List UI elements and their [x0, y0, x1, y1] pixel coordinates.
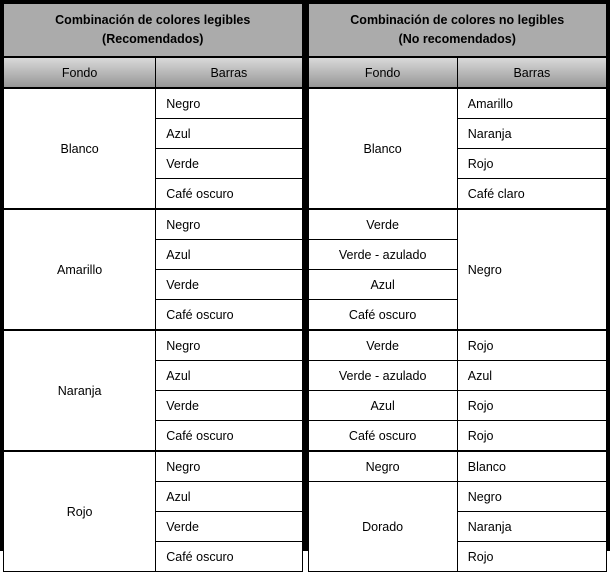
legible-title	[4, 4, 303, 58]
legible-table	[3, 3, 303, 572]
barras-cell: Negro	[156, 451, 302, 482]
table-row	[308, 482, 607, 512]
table-header-row	[308, 4, 607, 58]
barras-cell: Rojo	[457, 149, 606, 179]
column-header-fondo: Fondo	[4, 57, 156, 88]
barras-cell: Verde	[156, 391, 302, 421]
barras-cell: Amarillo	[457, 88, 606, 119]
table-row	[4, 330, 303, 361]
barras-cell: Blanco	[457, 451, 606, 482]
fondo-cell: Azul	[308, 391, 457, 421]
barras-cell: Rojo	[457, 391, 606, 421]
column-header-row	[308, 57, 607, 88]
column-header-barras: Barras	[457, 57, 606, 88]
barras-cell: Azul	[457, 361, 606, 391]
barras-cell: Verde	[156, 512, 302, 542]
barras-cell: Negro	[156, 330, 302, 361]
barras-cell: Verde	[156, 270, 302, 300]
no-legible-title	[308, 4, 607, 58]
barras-cell: Rojo	[457, 421, 606, 452]
fondo-cell: Café oscuro	[308, 300, 457, 331]
fondo-cell: Negro	[308, 451, 457, 482]
barras-cell: Naranja	[457, 119, 606, 149]
barras-cell: Negro	[457, 482, 606, 512]
legible-title-line2: (Recomendados)	[102, 32, 204, 46]
table-row	[308, 88, 607, 119]
table-row	[308, 361, 607, 391]
fondo-cell: Blanco	[308, 88, 457, 209]
table-row	[308, 391, 607, 421]
fondo-cell: Azul	[308, 270, 457, 300]
barras-cell: Rojo	[457, 542, 606, 572]
table-row	[308, 451, 607, 482]
barras-cell: Azul	[156, 361, 302, 391]
barras-cell: Café oscuro	[156, 300, 302, 331]
fondo-cell: Blanco	[4, 88, 156, 209]
fondo-cell: Verde	[308, 330, 457, 361]
fondo-cell: Café oscuro	[308, 421, 457, 452]
fondo-cell: Dorado	[308, 482, 457, 572]
column-header-row	[4, 57, 303, 88]
column-header-fondo: Fondo	[308, 57, 457, 88]
barras-cell: Azul	[156, 482, 302, 512]
fondo-cell: Verde	[308, 209, 457, 240]
barras-cell: Verde	[156, 149, 302, 179]
barras-cell: Café oscuro	[156, 179, 302, 210]
legible-title-line1: Combinación de colores legibles	[55, 13, 251, 28]
fondo-cell: Verde - azulado	[308, 240, 457, 270]
barras-cell: Azul	[156, 119, 302, 149]
table-row	[308, 209, 607, 240]
table-header-row	[4, 4, 303, 58]
barras-cell: Negro	[156, 88, 302, 119]
table-row	[4, 209, 303, 240]
barras-cell: Café oscuro	[156, 421, 302, 452]
fondo-cell: Naranja	[4, 330, 156, 451]
fondo-cell: Rojo	[4, 451, 156, 572]
barras-cell: Negro	[457, 209, 606, 330]
barras-cell: Naranja	[457, 512, 606, 542]
barras-cell: Azul	[156, 240, 302, 270]
barras-cell: Café oscuro	[156, 542, 302, 572]
barras-cell: Rojo	[457, 330, 606, 361]
barras-cell: Café claro	[457, 179, 606, 210]
no-legible-table	[308, 3, 608, 572]
fondo-cell: Verde - azulado	[308, 361, 457, 391]
table-row	[308, 421, 607, 452]
no-legible-title-line2: (No recomendados)	[398, 32, 516, 46]
fondo-cell: Amarillo	[4, 209, 156, 330]
column-header-barras: Barras	[156, 57, 302, 88]
table-row	[4, 451, 303, 482]
no-legible-title-line1: Combinación de colores no legibles	[350, 13, 565, 28]
table-row	[308, 330, 607, 361]
barras-cell: Negro	[156, 209, 302, 240]
table-row	[4, 88, 303, 119]
